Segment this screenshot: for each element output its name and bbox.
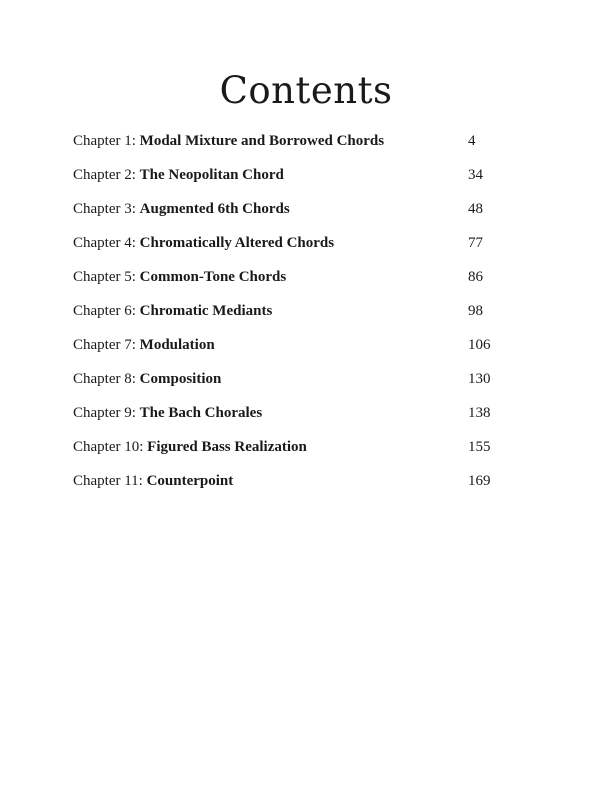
toc-entry-chapter-7 [73, 334, 553, 368]
page-number: 77 [468, 235, 483, 251]
page-number: 138 [468, 405, 491, 421]
chapter-number: Chapter 1: [73, 133, 136, 149]
chapter-title: Modulation [139, 337, 215, 353]
chapter-label [73, 266, 286, 288]
toc-entry-chapter-5 [73, 266, 553, 300]
toc-entry-chapter-4 [73, 232, 553, 266]
chapter-label [73, 368, 221, 390]
chapter-title: Figured Bass Realization [147, 439, 307, 455]
chapter-label [73, 436, 307, 458]
chapter-label [73, 300, 272, 322]
page-number: 98 [468, 303, 483, 319]
toc-entry-chapter-11 [73, 470, 553, 504]
chapter-label [73, 164, 284, 186]
chapter-number: Chapter 6: [73, 303, 136, 319]
chapter-number: Chapter 8: [73, 371, 136, 387]
toc-entry-chapter-10 [73, 436, 553, 470]
chapter-title: Chromatically Altered Chords [139, 235, 335, 251]
chapter-label [73, 130, 384, 152]
chapter-title: Common-Tone Chords [139, 269, 287, 285]
chapter-number: Chapter 9: [73, 405, 136, 421]
chapter-title: Counterpoint [146, 473, 234, 489]
chapter-title: The Bach Chorales [139, 405, 263, 421]
chapter-title: Chromatic Mediants [139, 303, 273, 319]
chapter-label [73, 198, 290, 220]
chapter-number: Chapter 7: [73, 337, 136, 353]
chapter-label [73, 402, 262, 424]
page-number: 106 [468, 337, 491, 353]
toc-entry-chapter-2 [73, 164, 553, 198]
page-number: 169 [468, 473, 491, 489]
toc-entry-chapter-9 [73, 402, 553, 436]
chapter-label [73, 470, 233, 492]
page-number: 34 [468, 167, 483, 183]
page-number: 4 [468, 133, 476, 149]
chapter-label [73, 334, 215, 356]
toc-entry-chapter-6 [73, 300, 553, 334]
page-number: 86 [468, 269, 483, 285]
chapter-title: Composition [139, 371, 222, 387]
page-number: 155 [468, 439, 491, 455]
table-of-contents [73, 130, 553, 504]
page-number: 48 [468, 201, 483, 217]
page-number: 130 [468, 371, 491, 387]
toc-entry-chapter-3 [73, 198, 553, 232]
chapter-number: Chapter 5: [73, 269, 136, 285]
chapter-number: Chapter 11: [73, 473, 143, 489]
chapter-number: Chapter 4: [73, 235, 136, 251]
toc-entry-chapter-1 [73, 130, 553, 164]
chapter-number: Chapter 3: [73, 201, 136, 217]
chapter-title: Augmented 6th Chords [139, 201, 290, 217]
toc-entry-chapter-8 [73, 368, 553, 402]
page-title: Contents [219, 68, 393, 112]
chapter-number: Chapter 10: [73, 439, 144, 455]
chapter-number: Chapter 2: [73, 167, 136, 183]
chapter-label [73, 232, 334, 254]
chapter-title: Modal Mixture and Borrowed Chords [139, 133, 385, 149]
chapter-title: The Neopolitan Chord [139, 167, 284, 183]
